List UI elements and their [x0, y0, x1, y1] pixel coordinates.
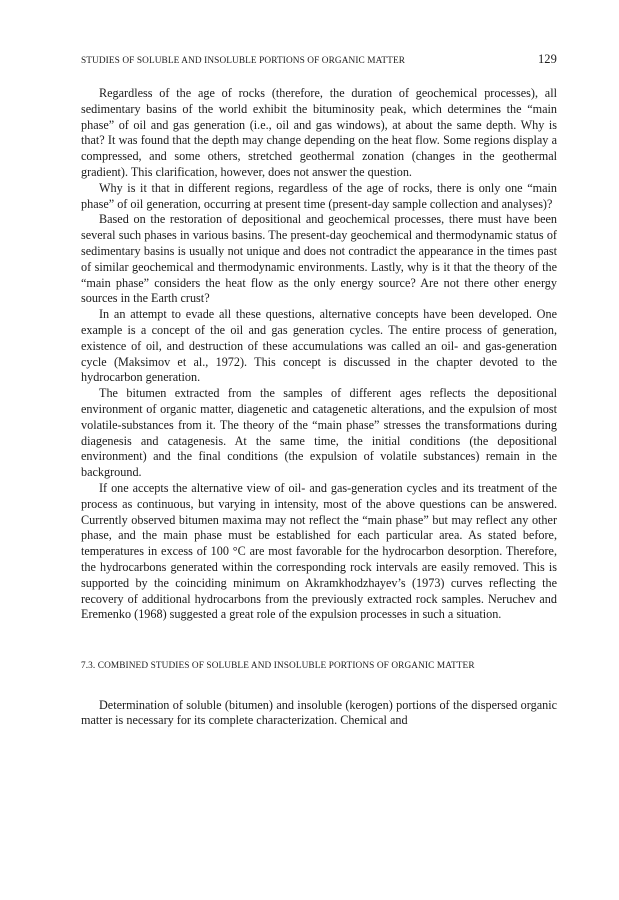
body-text: [81, 86, 557, 623]
paragraph-5: The bitumen extracted from the samples of different ages reflects the depositional environment of organic matter, diagenetic and catagenetic alterations, and the expulsion of most volatile-substances from it. The theory of the “main phase” stresses the transformations during diagenesis and catagenesis. At the same time, the initial conditions (the depositional environment) and the final conditions (the expulsion of volatile substances) remain in the background.: [81, 386, 557, 480]
paragraph-6: If one accepts the alternative view of oil- and gas-generation cycles and its treatment of the process as continuous, but varying in intensity, most of the above questions can be answered. Currently observed bitumen maxima may not reflect the “main phase” but may reflect any other phase, and the main phase must be established for each particular area. As stated before, temperatures in excess of 100 °C are most favorable for the hydrocarbon desorption. Therefore, the hydrocarbons generated within the corresponding rock intervals are easily removed. This is supported by the coinciding minimum on Akramkhodzhayev’s (1973) curves reflecting the recovery of additional hydrocarbons from the previously extracted rock samples. Neruchev and Eremenko (1968) suggested a great role of the expulsion processes in such a situation.: [81, 480, 557, 622]
running-head-title: STUDIES OF SOLUBLE AND INSOLUBLE PORTIONS OF ORGANIC MATTER: [81, 56, 406, 66]
paragraph-3: Based on the restoration of depositional and geochemical processes, there must have been several such phases in various basins. The present-day geochemical and thermodynamic status of sedimentary basins is usually not unique and does not contradict the appearance in the times past of similar geochemical and thermodynamic environments. Lastly, why is it that the theory of the “main phase” considers the heat flow as the only energy source? Are not there other energy sources in the Earth crust?: [81, 212, 557, 306]
section-body-text: [81, 698, 557, 730]
page-number: 129: [537, 52, 557, 66]
section-paragraph-1: Determination of soluble (bitumen) and insoluble (kerogen) portions of the dispersed organic matter is necessary for its complete characterization. Chemical and: [81, 697, 557, 728]
paragraph-4: In an attempt to evade all these questions, alternative concepts have been developed. One example is a concept of the oil and gas generation cycles. The entire process of generation, existence of oil, and destruction of these accumulations was called an oil- and gas-generation cycle (Maksimov et al., 1972). This concept is discussed in the chapter devoted to the hydrocarbon generation.: [81, 307, 557, 385]
paragraph-1: Regardless of the age of rocks (therefore, the duration of geochemical processes), all sedimentary basins of the world exhibit the bituminosity peak, which determines the “main phase” of oil and gas generation (i.e., oil and gas windows), at about the same depth. Why is that? It was found that the depth may change depending on the heat flow. Some regions display a compressed, and some others, stretched geothermal zonation (changes in the geothermal gradient). This clarification, however, does not answer the question.: [81, 86, 557, 179]
section-heading: 7.3. COMBINED STUDIES OF SOLUBLE AND INSOLUBLE PORTIONS OF ORGANIC MATTER: [81, 661, 475, 672]
running-header: [81, 52, 557, 66]
paragraph-2: Why is it that in different regions, regardless of the age of rocks, there is only one “main phase” of oil generation, occurring at present time (present-day sample collection and analyses)?: [81, 180, 557, 211]
document-page: [81, 52, 557, 729]
